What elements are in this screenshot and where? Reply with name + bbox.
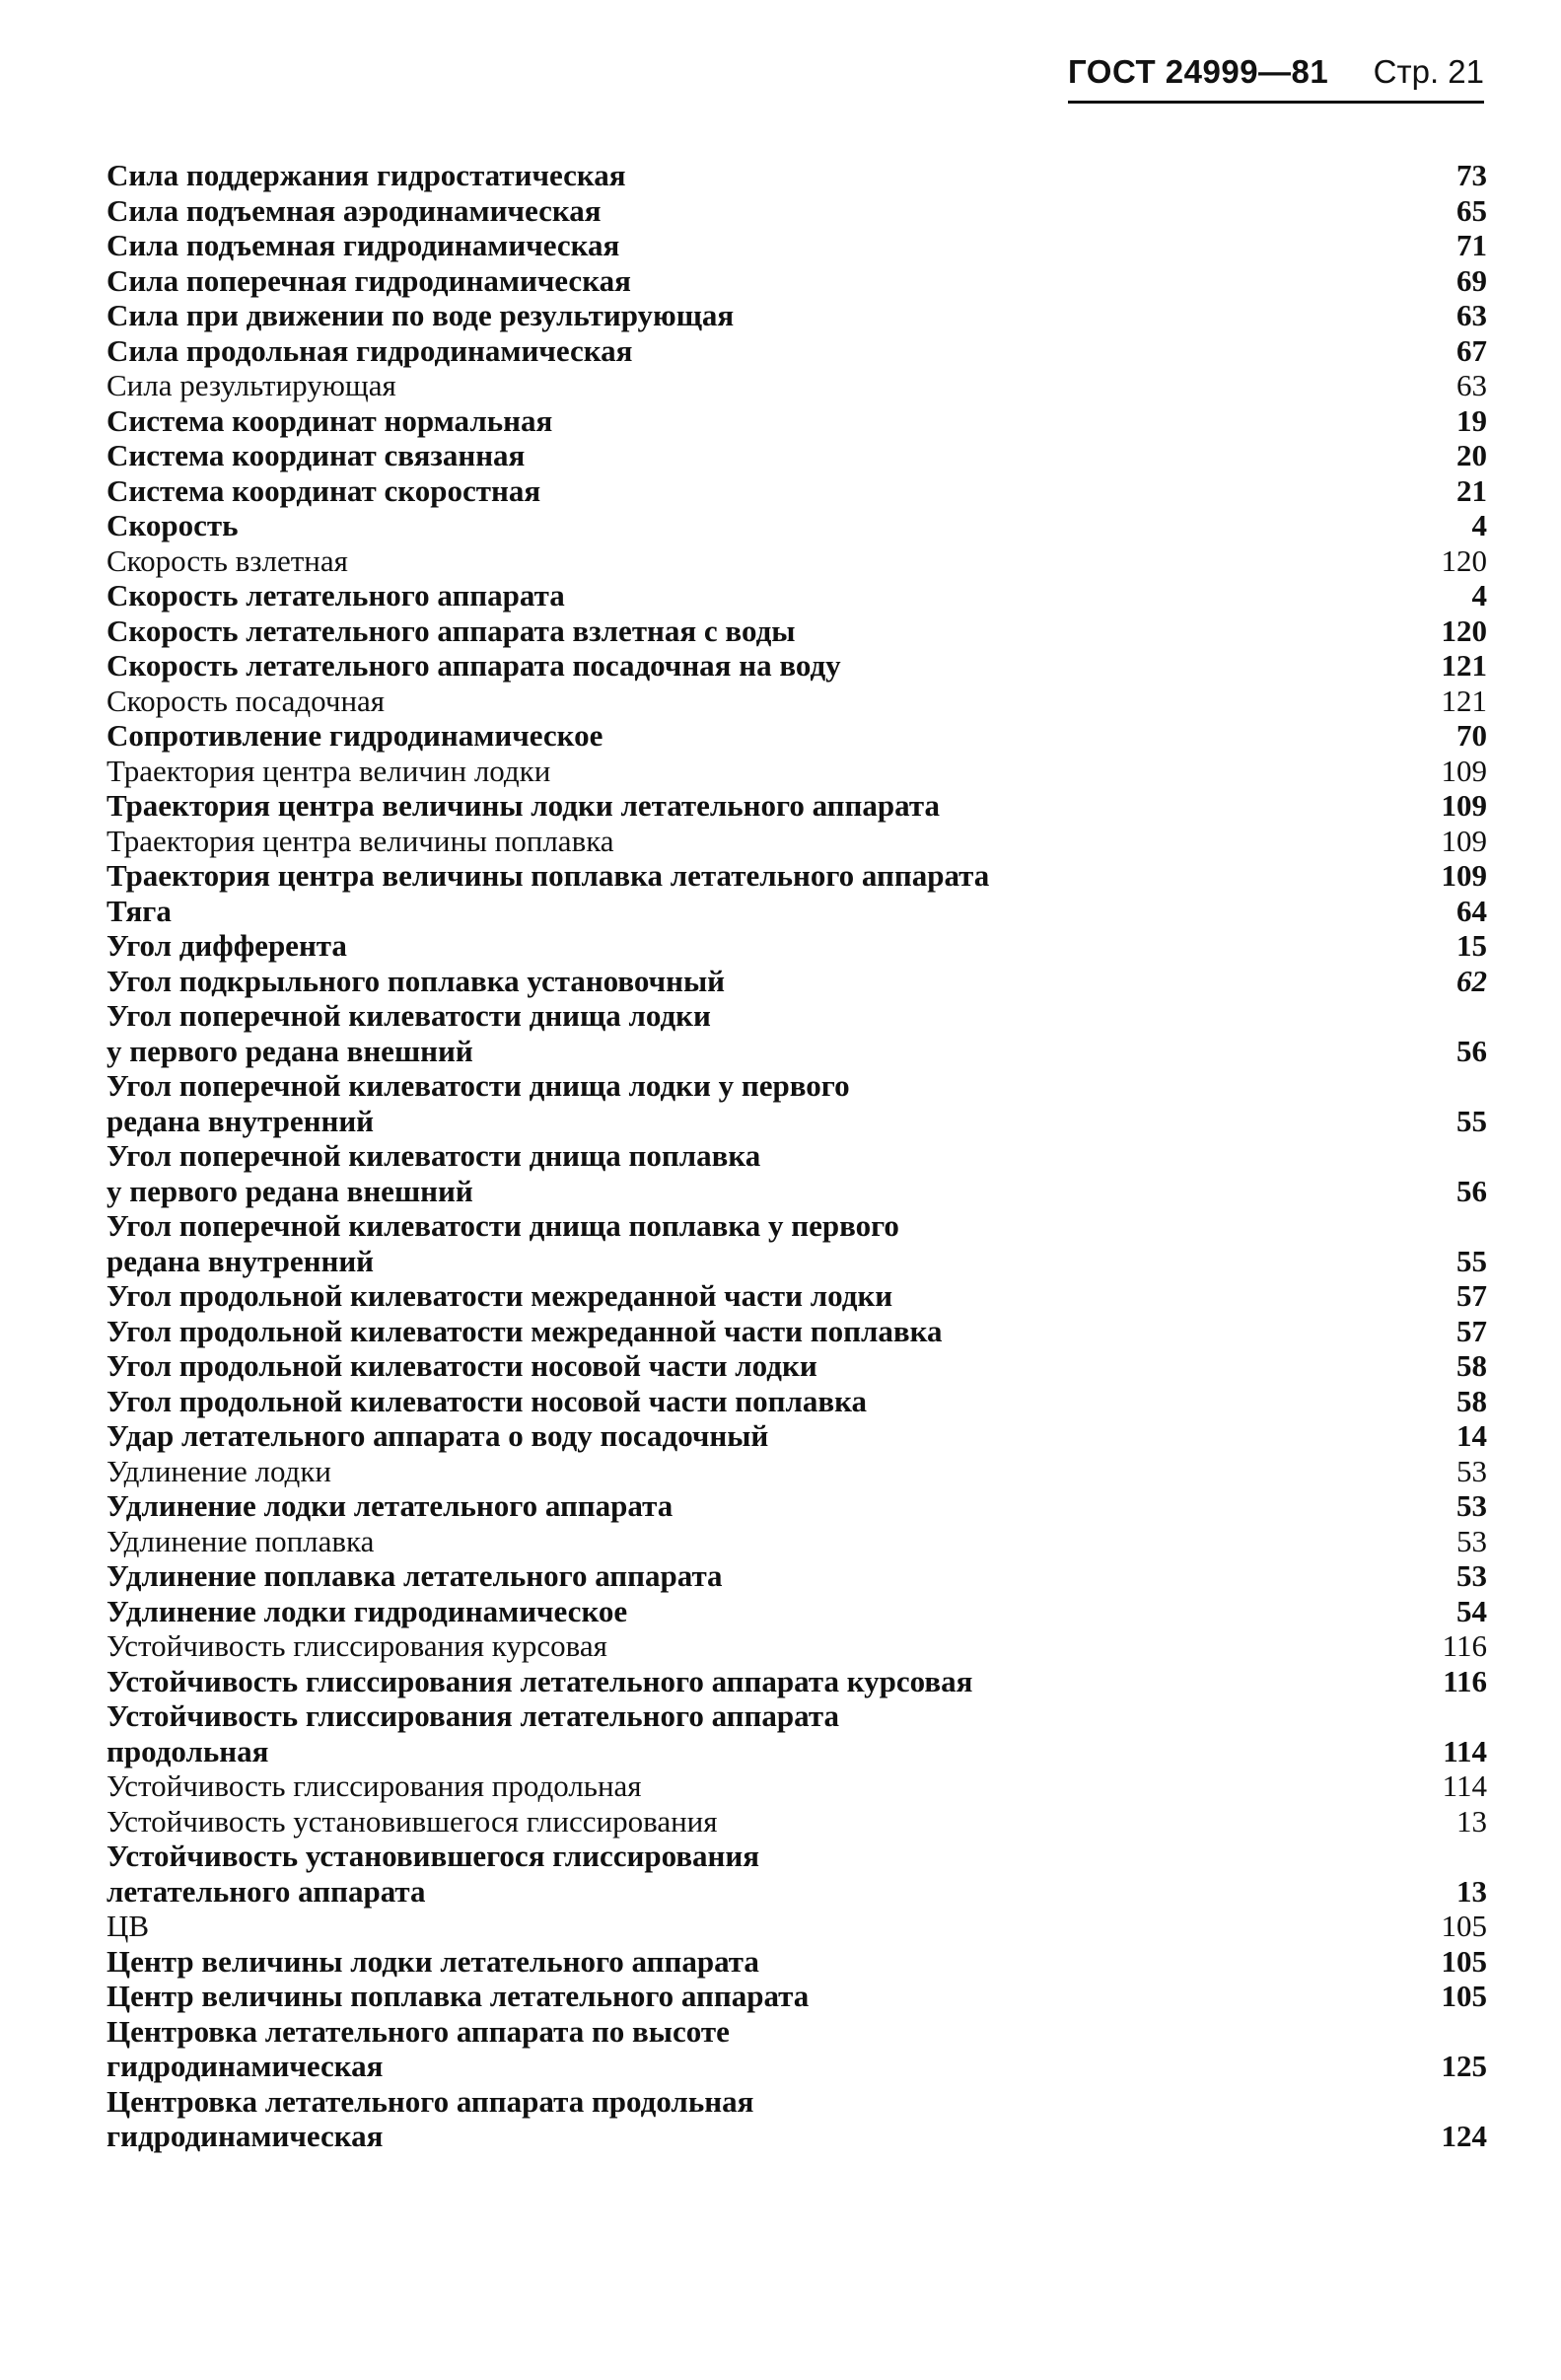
index-term: Сила подъемная аэродинамическая bbox=[106, 192, 602, 228]
index-term: Траектория центра величины поплавка bbox=[106, 823, 614, 858]
index-entry bbox=[106, 1348, 1487, 1384]
index-entry bbox=[106, 613, 1487, 649]
index-term: Угол поперечной килеватости днища поплавка у первого bbox=[106, 1208, 899, 1243]
index-page-number: 15 bbox=[1456, 928, 1487, 963]
index-term: Система координат нормальная bbox=[106, 402, 553, 438]
index-entry bbox=[106, 1909, 1487, 1944]
index-entry bbox=[106, 1664, 1487, 1699]
index-entry bbox=[106, 1418, 1487, 1454]
index-page-number: 55 bbox=[1456, 1103, 1487, 1138]
index-term: летательного аппарата bbox=[106, 1873, 426, 1909]
index-term: Тяга bbox=[106, 893, 172, 928]
index-entry bbox=[106, 648, 1487, 684]
index-entry bbox=[106, 1628, 1487, 1664]
index-term: Угол продольной килеватости носовой части лодки bbox=[106, 1348, 817, 1383]
index-page-number: 63 bbox=[1456, 368, 1487, 402]
page-number: Стр. 21 bbox=[1373, 53, 1484, 90]
index-term: Скорость летательного аппарата bbox=[106, 578, 565, 613]
index-entry bbox=[106, 2084, 1487, 2120]
index-term: Устойчивость установившегося глиссирования bbox=[106, 1839, 760, 1873]
index-entry bbox=[106, 1208, 1487, 1244]
index-term: Скорость летательного аппарата посадочная на воду bbox=[106, 648, 841, 683]
index-term: Центр величины поплавка летательного аппарата bbox=[106, 1979, 810, 2013]
index-page-number: 73 bbox=[1456, 158, 1487, 192]
index-page-number: 109 bbox=[1441, 823, 1487, 858]
index-term: Центровка летательного аппарата по высоте bbox=[106, 2013, 730, 2049]
index-page-number: 53 bbox=[1456, 1523, 1487, 1558]
index-entry bbox=[106, 578, 1487, 613]
index-page-number: 53 bbox=[1456, 1488, 1487, 1523]
index-term: Угол подкрыльного поплавка установочный bbox=[106, 963, 726, 998]
index-term: продольная bbox=[106, 1733, 269, 1768]
index-term: Угол поперечной килеватости днища поплавка bbox=[106, 1138, 761, 1173]
index-entry bbox=[106, 2049, 1487, 2084]
index-page-number: 70 bbox=[1456, 718, 1487, 753]
index-page-number: 120 bbox=[1441, 613, 1487, 648]
index-term: Сила при движении по воде результирующая bbox=[106, 298, 735, 332]
index-entry bbox=[106, 1804, 1487, 1839]
index-page-number: 14 bbox=[1456, 1418, 1487, 1453]
index-entry bbox=[106, 894, 1487, 929]
index-term: Сопротивление гидродинамическое bbox=[106, 718, 603, 753]
index-term: редана внутренний bbox=[106, 1103, 375, 1138]
index-entry bbox=[106, 998, 1487, 1034]
index-term: Угол продольной килеватости межреданной части поплавка bbox=[106, 1313, 943, 1348]
index-term: Угол продольной килеватости носовой части поплавка bbox=[106, 1383, 868, 1418]
index-term: Система координат скоростная bbox=[106, 472, 541, 508]
index-page-number: 114 bbox=[1442, 1768, 1487, 1803]
index-page-number: 125 bbox=[1441, 2049, 1487, 2083]
index-page-number: 20 bbox=[1456, 438, 1487, 472]
index-entry bbox=[106, 1068, 1487, 1104]
index-term: Угол дифферента bbox=[106, 928, 347, 963]
index-page-number: 116 bbox=[1442, 1628, 1487, 1663]
index-term: Скорость посадочная bbox=[106, 683, 386, 718]
index-term: Устойчивость установившегося глиссирования bbox=[106, 1803, 718, 1839]
index-entry bbox=[106, 1734, 1487, 1769]
index-entry bbox=[106, 1944, 1487, 1980]
index-page-number: 121 bbox=[1441, 648, 1487, 683]
index-entry bbox=[106, 1384, 1487, 1419]
index-entry bbox=[106, 1138, 1487, 1174]
index-page-number: 53 bbox=[1456, 1558, 1487, 1593]
index-entry bbox=[106, 1874, 1487, 1910]
index-entry bbox=[106, 858, 1487, 894]
index-term: Удлинение лодки bbox=[106, 1453, 331, 1488]
index-entry bbox=[106, 1034, 1487, 1069]
index-entry bbox=[106, 298, 1487, 333]
index-page-number: 116 bbox=[1443, 1663, 1487, 1698]
index-entry bbox=[106, 368, 1487, 403]
index-term: Система координат связанная bbox=[106, 438, 526, 472]
index-term: Устойчивость глиссирования курсовая bbox=[106, 1628, 607, 1663]
index-page-number: 56 bbox=[1456, 1173, 1487, 1208]
index-entry bbox=[106, 1104, 1487, 1139]
index-page-number: 71 bbox=[1456, 228, 1487, 262]
index-term: Удлинение поплавка летательного аппарата bbox=[106, 1558, 723, 1593]
index-entry bbox=[106, 543, 1487, 579]
alphabetical-index bbox=[106, 158, 1487, 2154]
index-page-number: 67 bbox=[1456, 332, 1487, 368]
index-page-number: 21 bbox=[1456, 472, 1487, 508]
index-term: Сила результирующая bbox=[106, 368, 396, 402]
index-entry bbox=[106, 718, 1487, 754]
index-page-number: 58 bbox=[1456, 1383, 1487, 1418]
index-page-number: 56 bbox=[1456, 1033, 1487, 1068]
index-page-number: 55 bbox=[1456, 1243, 1487, 1278]
index-entry bbox=[106, 263, 1487, 299]
index-entry bbox=[106, 333, 1487, 369]
index-term: Устойчивость глиссирования летательного аппарата bbox=[106, 1698, 839, 1733]
index-term: Угол поперечной килеватости днища лодки у первого bbox=[106, 1068, 850, 1103]
index-page-number: 57 bbox=[1456, 1278, 1487, 1313]
index-term: Траектория центра величин лодки bbox=[106, 753, 551, 788]
index-term: гидродинамическая bbox=[106, 2119, 384, 2153]
index-entry bbox=[106, 1174, 1487, 1209]
index-entry bbox=[106, 754, 1487, 789]
index-entry bbox=[106, 824, 1487, 859]
index-entry bbox=[106, 1979, 1487, 2014]
index-page-number: 4 bbox=[1471, 578, 1487, 613]
index-entry bbox=[106, 1278, 1487, 1314]
index-term: Удлинение поплавка bbox=[106, 1523, 375, 1558]
index-term: Траектория центра величины поплавка летательного аппарата bbox=[106, 858, 990, 893]
index-entry bbox=[106, 1839, 1487, 1874]
index-page-number: 53 bbox=[1456, 1453, 1487, 1488]
index-page-number: 4 bbox=[1471, 508, 1487, 542]
index-page-number: 13 bbox=[1456, 1803, 1487, 1839]
index-entry bbox=[106, 508, 1487, 543]
index-entry bbox=[106, 1558, 1487, 1594]
index-page-number: 13 bbox=[1456, 1873, 1487, 1909]
index-page-number: 109 bbox=[1441, 788, 1487, 823]
index-entry bbox=[106, 228, 1487, 263]
index-page-number: 19 bbox=[1456, 402, 1487, 438]
page-header bbox=[1068, 47, 1484, 107]
index-entry bbox=[106, 2119, 1487, 2154]
standard-number: ГОСТ 24999—81 bbox=[1068, 53, 1329, 90]
index-term: ЦВ bbox=[106, 1909, 150, 1943]
index-page-number: 62 bbox=[1456, 963, 1487, 998]
index-entry bbox=[106, 2014, 1487, 2050]
index-entry bbox=[106, 684, 1487, 719]
index-page-number: 105 bbox=[1441, 1909, 1487, 1943]
index-page-number: 58 bbox=[1456, 1348, 1487, 1383]
index-term: редана внутренний bbox=[106, 1243, 375, 1278]
index-term: Удлинение лодки гидродинамическое bbox=[106, 1593, 628, 1628]
index-term: гидродинамическая bbox=[106, 2049, 384, 2083]
index-entry bbox=[106, 1594, 1487, 1629]
index-term: Устойчивость глиссирования летательного аппарата курсовая bbox=[106, 1663, 973, 1698]
index-page-number: 124 bbox=[1441, 2119, 1487, 2153]
index-page-number: 54 bbox=[1456, 1593, 1487, 1628]
index-entry bbox=[106, 1454, 1487, 1489]
index-term: Угол продольной килеватости межреданной части лодки bbox=[106, 1278, 893, 1313]
index-page-number: 109 bbox=[1441, 858, 1487, 893]
index-entry bbox=[106, 1314, 1487, 1349]
index-term: Угол поперечной килеватости днища лодки bbox=[106, 998, 711, 1033]
index-entry bbox=[106, 193, 1487, 229]
index-term: Сила поддержания гидростатическая bbox=[106, 158, 626, 192]
index-page-number: 105 bbox=[1441, 1979, 1487, 2013]
index-term: Удлинение лодки летательного аппарата bbox=[106, 1488, 674, 1523]
index-entry bbox=[106, 403, 1487, 439]
index-entry bbox=[106, 1768, 1487, 1804]
index-page-number: 120 bbox=[1441, 542, 1487, 578]
index-entry bbox=[106, 1698, 1487, 1734]
index-entry bbox=[106, 1244, 1487, 1279]
index-term: Центр величины лодки летательного аппарата bbox=[106, 1943, 759, 1979]
index-term: Центровка летательного аппарата продольная bbox=[106, 2083, 754, 2119]
index-page-number: 105 bbox=[1441, 1943, 1487, 1979]
index-entry bbox=[106, 1524, 1487, 1559]
index-entry bbox=[106, 928, 1487, 964]
index-entry bbox=[106, 473, 1487, 509]
index-term: у первого редана внешний bbox=[106, 1033, 473, 1068]
index-term: Скорость взлетная bbox=[106, 542, 348, 578]
index-term: Сила подъемная гидродинамическая bbox=[106, 228, 620, 262]
index-page-number: 57 bbox=[1456, 1313, 1487, 1348]
index-term: Сила поперечная гидродинамическая bbox=[106, 262, 631, 298]
index-page-number: 65 bbox=[1456, 192, 1487, 228]
index-page-number: 63 bbox=[1456, 298, 1487, 332]
header-rule bbox=[1068, 101, 1484, 104]
index-entry bbox=[106, 438, 1487, 473]
index-term: Скорость летательного аппарата взлетная с воды bbox=[106, 613, 796, 648]
index-term: Удар летательного аппарата о воду посадочный bbox=[106, 1418, 769, 1453]
index-term: Траектория центра величины лодки летательного аппарата bbox=[106, 788, 940, 823]
index-page-number: 64 bbox=[1456, 893, 1487, 928]
index-page-number: 69 bbox=[1456, 262, 1487, 298]
index-entry bbox=[106, 964, 1487, 999]
index-entry bbox=[106, 158, 1487, 193]
index-term: Устойчивость глиссирования продольная bbox=[106, 1768, 642, 1803]
index-entry bbox=[106, 788, 1487, 824]
index-term: у первого редана внешний bbox=[106, 1173, 473, 1208]
index-page-number: 109 bbox=[1441, 753, 1487, 788]
index-term: Скорость bbox=[106, 508, 239, 542]
index-term: Сила продольная гидродинамическая bbox=[106, 332, 633, 368]
index-page-number: 114 bbox=[1443, 1733, 1487, 1768]
index-entry bbox=[106, 1488, 1487, 1524]
index-page-number: 121 bbox=[1441, 683, 1487, 718]
